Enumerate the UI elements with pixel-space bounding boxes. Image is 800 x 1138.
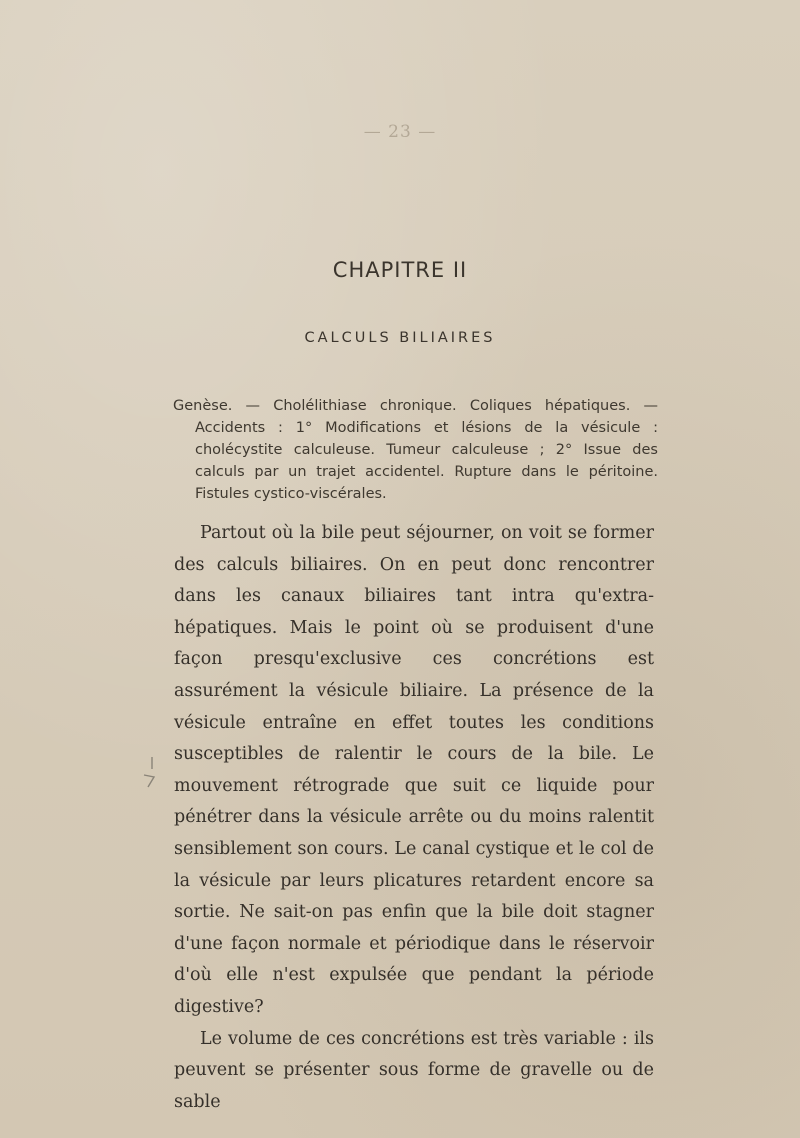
page-number: — 23 — bbox=[363, 122, 437, 142]
paragraph: Partout où la bile peut séjourner, on voit se former des calculs biliaires. On en peut donc rencontrer dans les canaux biliaires tant intra qu'extra-hépatiques. Mais le point où se produisent d'une façon presqu'exclusive ces concrétions est assurément la vésicule biliaire. La présence de la vésicule entraîne en effet toutes les conditions susceptibles de ralentir le cours de la bile. Le mouvement rétrograde que suit ce liquide pour pénétrer dans la vésicule arrête ou du moins ralentit sensiblement son cours. Le canal cystique et le col de la vésicule par leurs plicatures retardent encore sa sortie. Ne sait-on pas enfin que la bile doit stagner d'une façon normale et périodique dans le réservoir d'où elle n'est expulsée que pendant la période digestive? bbox=[174, 523, 654, 1017]
body-text bbox=[174, 518, 654, 1118]
chapter-title: CHAPITRE II bbox=[332, 258, 468, 282]
margin-pencil-mark bbox=[140, 755, 162, 791]
chapter-summary: Genèse. — Cholélithiase chronique. Coliques hépatiques. — Accidents : 1° Modifications et lésions de la vésicule : cholécystite calculeuse. Tumeur calculeuse ; 2° Issue des calculs par un trajet accidentel. Rupture dans le péritoine. Fistules cystico-viscérales. bbox=[173, 398, 658, 502]
chapter-subtitle: CALCULS BILIAIRES bbox=[304, 330, 496, 346]
paragraph: Le volume de ces concrétions est très variable : ils peuvent se présenter sous forme de gravelle ou de sable bbox=[174, 1028, 654, 1112]
